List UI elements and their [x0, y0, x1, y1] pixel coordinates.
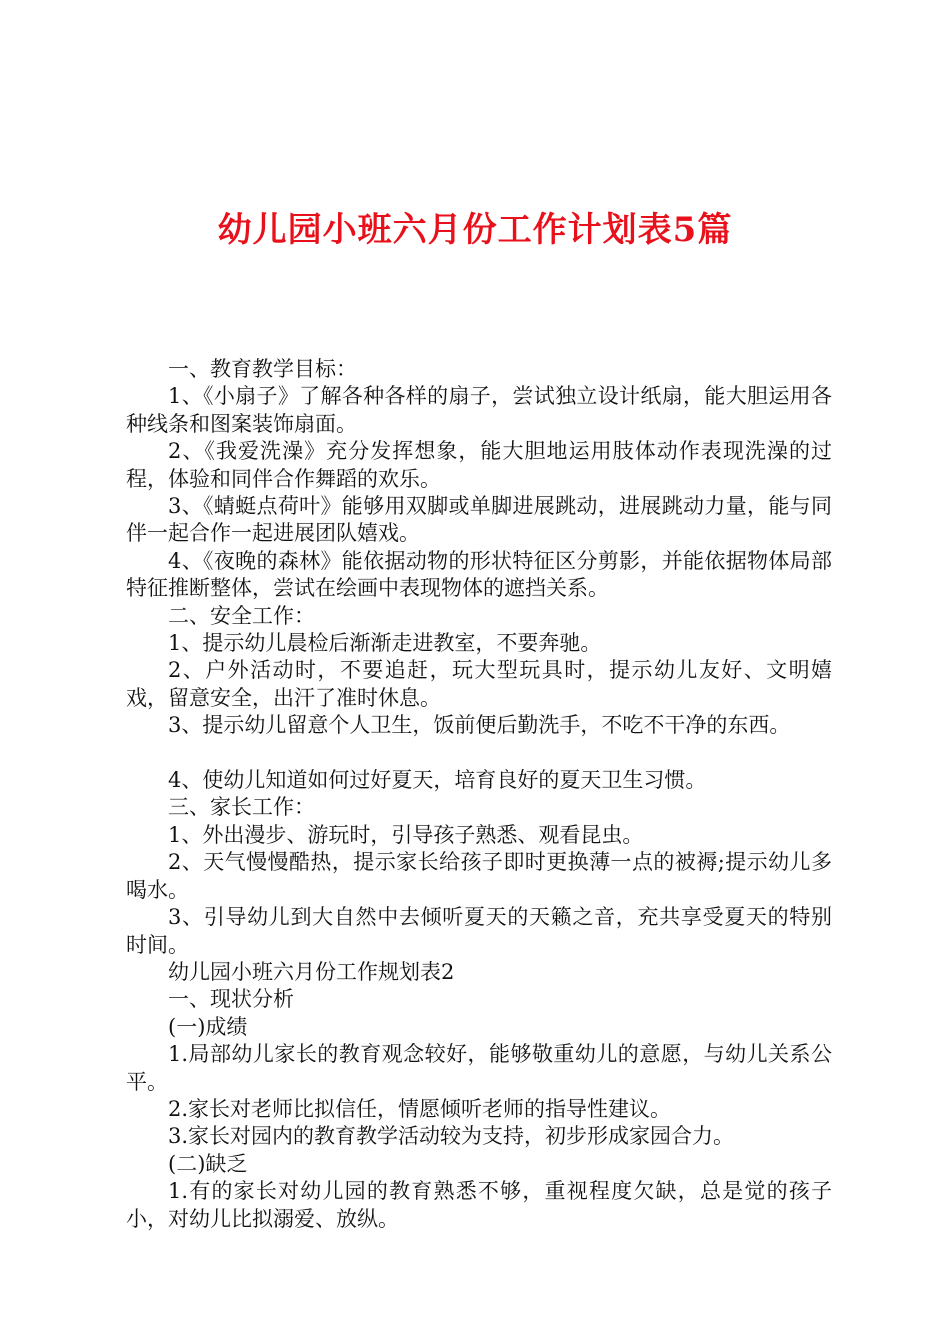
- paragraph: 4、使幼儿知道如何过好夏天，培育良好的夏天卫生习惯。: [168, 768, 707, 793]
- paragraph: 3、引导幼儿到大自然中去倾听夏天的天籁之音，充共享受夏天的特别时间。: [126, 905, 832, 957]
- paragraph: 4、《夜晚的森林》能依据动物的形状特征区分剪影，并能依据物体局部特征推断整体，尝试在绘画中表现物体的遮挡关系。: [126, 548, 832, 601]
- paragraph: 1、《小扇子》了解各种各样的扇子，尝试独立设计纸扇，能大胆运用各种线条和图案装饰扇面。: [126, 384, 832, 436]
- paragraph: 2、天气慢慢酷热，提示家长给孩子即时更换薄一点的被褥;提示幼儿多喝水。: [126, 850, 832, 902]
- paragraph: 2、户外活动时，不要追赶，玩大型玩具时，提示幼儿友好、文明嬉戏，留意安全，出汗了准时休息。: [126, 658, 832, 710]
- section-heading: 三、家长工作：: [168, 795, 315, 820]
- subtitle: 幼儿园小班六月份工作规划表2: [168, 959, 455, 984]
- section-heading: 二、安全工作：: [168, 603, 315, 628]
- document-body: [126, 356, 832, 1233]
- subsection-heading: (二)缺乏: [168, 1151, 248, 1176]
- document-title: 幼儿园小班六月份工作计划表5篇: [217, 210, 733, 250]
- paragraph: 1.有的家长对幼儿园的教育熟悉不够，重视程度欠缺，总是觉的孩子小，对幼儿比拟溺爱、放纵。: [126, 1179, 832, 1231]
- paragraph: 1.局部幼儿家长的教育观念较好，能够敬重幼儿的意愿，与幼儿关系公平。: [126, 1042, 832, 1094]
- paragraph: 3、提示幼儿留意个人卫生，饭前便后勤洗手，不吃不干净的东西。: [168, 713, 791, 738]
- paragraph: 1、提示幼儿晨检后渐渐走进教室，不要奔驰。: [168, 631, 602, 656]
- paragraph: 3、《蜻蜓点荷叶》能够用双脚或单脚进展跳动，进展跳动力量，能与同伴一起合作一起进展团队嬉戏。: [126, 494, 832, 546]
- paragraph: 2、《我爱洗澡》充分发挥想象，能大胆地运用肢体动作表现洗澡的过程，体验和同伴合作舞蹈的欢乐。: [126, 439, 832, 491]
- paragraph: 3.家长对园内的教育教学活动较为支持，初步形成家园合力。: [168, 1124, 735, 1149]
- section-heading: 一、现状分析: [168, 987, 294, 1012]
- subsection-heading: (一)成绩: [168, 1014, 248, 1039]
- paragraph: 1、外出漫步、游玩时，引导孩子熟悉、观看昆虫。: [168, 822, 644, 847]
- blank-line: [126, 740, 832, 767]
- section-heading: 一、教育教学目标：: [168, 357, 357, 381]
- paragraph: 2.家长对老师比拟信任，情愿倾听老师的指导性建议。: [168, 1096, 672, 1121]
